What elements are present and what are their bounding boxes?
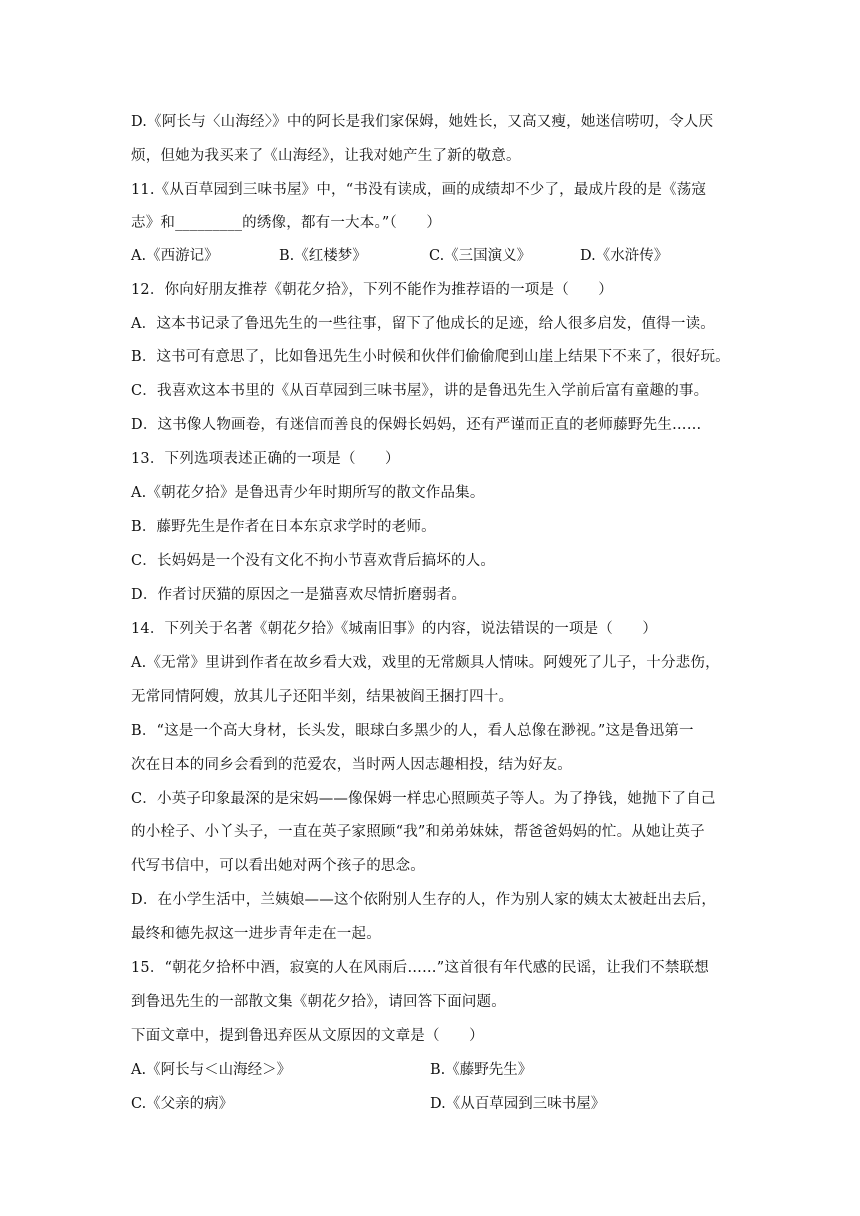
q11-option-a: A.《西游记》 <box>131 248 219 264</box>
q11-option-b: B.《红楼梦》 <box>279 248 367 264</box>
q14-option-c-line1: C．小英子印象最深的是宋妈——像保姆一样忠心照顾英子等人。为了挣钱，她抛下了自己 <box>131 791 716 807</box>
q14-option-d-line2: 最终和德先叔这一进步青年走在一起。 <box>131 926 381 942</box>
q12-option-b: B．这书可有意思了，比如鲁迅先生小时候和伙伴们偷偷爬到山崖上结果下不来了，很好玩。 <box>131 349 730 365</box>
q14-option-a-line1: A.《无常》里讲到作者在故乡看大戏，戏里的无常颇具人情味。阿嫂死了儿子，十分悲伤， <box>131 655 720 671</box>
q13-option-c: C．长妈妈是一个没有文化不拘小节喜欢背后搞坏的人。 <box>131 553 496 569</box>
q13-option-b: B．藤野先生是作者在日本东京求学时的老师。 <box>131 519 436 535</box>
q11-stem-line1: 11.《从百草园到三味书屋》中，“书没有读成，画的成绩却不少了，最成片段的是《荡寇 <box>131 182 707 198</box>
q15-option-d: D.《从百草园到三味书屋》 <box>430 1096 606 1112</box>
q12-option-d: D．这书像人物画卷，有迷信而善良的保姆长妈妈，还有严谨而正直的老师藤野先生…… <box>131 417 702 433</box>
q10-option-d-line2: 烦，但她为我买来了《山海经》，让我对她产生了新的敬意。 <box>131 148 521 164</box>
q11-stem-line2: 志》和_________的绣像，都有一大本。”（ ） <box>131 215 442 231</box>
q12-option-c: C．我喜欢这本书里的《从百草园到三味书屋》，讲的是鲁迅先生入学前后富有童趣的事。 <box>131 383 709 399</box>
q14-option-c-line3: 代写书信中，可以看出她对两个孩子的思念。 <box>131 858 425 874</box>
q12-stem: 12．你向好朋友推荐《朝花夕拾》，下列不能作为推荐语的一项是（ ） <box>131 282 613 298</box>
q14-option-d-line1: D．在小学生活中，兰姨娘——这个依附别人生存的人，作为别人家的姨太太被赶出去后， <box>131 892 717 908</box>
q15-subquestion: 下面文章中，提到鲁迅弃医从文原因的文章是（ ） <box>131 1028 484 1044</box>
q13-option-a: A.《朝花夕拾》是鲁迅青少年时期所写的散文作品集。 <box>131 485 485 501</box>
q11-option-d: D.《水浒传》 <box>580 248 669 264</box>
q13-option-d: D．作者讨厌猫的原因之一是猫喜欢尽情折磨弱者。 <box>131 587 467 603</box>
q11-option-c: C.《三国演义》 <box>429 248 532 264</box>
q15-option-b: B.《藤野先生》 <box>430 1062 533 1078</box>
q14-option-b-line1: B．“这是一个高大身材，长头发，眼球白多黑少的人，看人总像在渺视。”这是鲁迅第一 <box>131 723 694 739</box>
q12-option-a: A．这本书记录了鲁迅先生的一些往事，留下了他成长的足迹，给人很多启发，值得一读。 <box>131 316 715 332</box>
q15-stem-line1: 15．“朝花夕拾杯中酒，寂寞的人在风雨后……”这首很有年代感的民谣，让我们不禁联想 <box>131 960 709 976</box>
q13-stem: 13．下列选项表述正确的一项是（ ） <box>131 451 400 467</box>
q10-option-d-line1: D.《阿长与〈山海经〉》中的阿长是我们家保姆，她姓长，又高又瘦，她迷信唠叨，令人厌 <box>131 114 714 130</box>
q14-option-c-line2: 的小栓子、小丫头子，一直在英子家照顾“我”和弟弟妹妹，帮爸爸妈妈的忙。从她让英子 <box>131 824 705 840</box>
q15-option-c: C.《父亲的病》 <box>131 1096 234 1112</box>
q14-option-a-line2: 无常同情阿嫂，放其儿子还阳半刻，结果被阎王捆打四十。 <box>131 689 514 705</box>
q14-stem: 14．下列关于名著《朝花夕拾》《城南旧事》的内容，说法错误的一项是（ ） <box>131 621 658 637</box>
q15-stem-line2: 到鲁迅先生的一部散文集《朝花夕拾》，请回答下面问题。 <box>131 994 506 1010</box>
q14-option-b-line2: 次在日本的同乡会看到的范爱农，当时两人因志趣相投，结为好友。 <box>131 757 572 773</box>
q15-option-a: A.《阿长与＜山海经＞》 <box>131 1062 292 1078</box>
